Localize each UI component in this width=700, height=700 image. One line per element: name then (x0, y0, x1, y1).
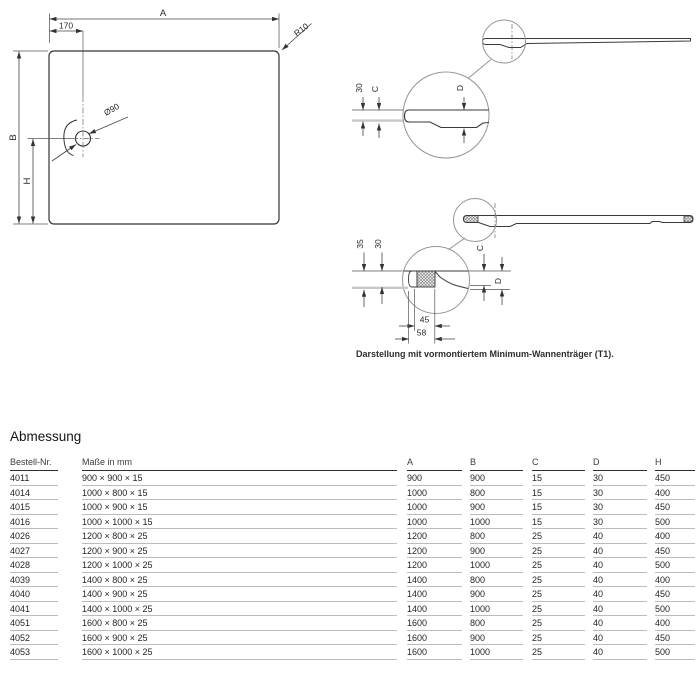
table-header-row (10, 455, 695, 471)
table-row (10, 573, 695, 588)
table-row (10, 529, 695, 544)
table-row (10, 471, 695, 486)
cell-dimensions: 1200 × 800 × 25 (82, 529, 397, 544)
section-carrier (352, 199, 693, 344)
dim-label-a: A (159, 8, 167, 19)
cell-h: 450 (655, 587, 695, 602)
cell-a: 1200 (407, 558, 462, 573)
cell-dimensions: 1400 × 900 × 25 (82, 587, 397, 602)
cell-dimensions: 1000 × 900 × 15 (82, 500, 397, 515)
cell-d: 30 (593, 471, 647, 486)
cell-c: 25 (532, 602, 585, 617)
cell-order-number: 4015 (10, 500, 58, 515)
cell-dimensions: 1200 × 1000 × 25 (82, 558, 397, 573)
table-row (10, 544, 695, 559)
table-row (10, 602, 695, 617)
cell-h: 450 (655, 500, 695, 515)
cell-c: 25 (532, 558, 585, 573)
cell-h: 400 (655, 573, 695, 588)
cell-d: 40 (593, 602, 647, 617)
cell-dimensions: 1600 × 800 × 25 (82, 616, 397, 631)
column-header-b: B (470, 455, 523, 471)
column-header-dimensions: Maße in mm (82, 455, 397, 471)
cell-h: 500 (655, 558, 695, 573)
cell-h: 400 (655, 616, 695, 631)
cell-c: 25 (532, 544, 585, 559)
cell-a: 1600 (407, 631, 462, 646)
cell-a: 1400 (407, 573, 462, 588)
detail-view-circle-2 (403, 247, 470, 314)
cell-a: 1200 (407, 529, 462, 544)
dim-label-170: 170 (58, 20, 74, 31)
cell-dimensions: 1400 × 800 × 25 (82, 573, 397, 588)
detail-view-circle (403, 72, 489, 158)
cell-d: 30 (593, 515, 647, 530)
cell-h: 500 (655, 602, 695, 617)
cell-order-number: 4016 (10, 515, 58, 530)
cell-h: 400 (655, 529, 695, 544)
dim-label-h: H (22, 177, 33, 185)
carrier-block-detail (417, 271, 435, 287)
cell-h: 400 (655, 486, 695, 501)
cell-h: 500 (655, 645, 695, 660)
table-row (10, 631, 695, 646)
cell-dimensions: 1000 × 800 × 15 (82, 486, 397, 501)
tray-profile (483, 39, 691, 48)
cell-c: 25 (532, 529, 585, 544)
cell-h: 450 (655, 631, 695, 646)
cell-b: 900 (470, 587, 523, 602)
cell-b: 1000 (470, 558, 523, 573)
cell-d: 40 (593, 558, 647, 573)
table-body (10, 471, 695, 660)
cell-a: 1000 (407, 486, 462, 501)
dim-label-30: 30 (354, 83, 364, 93)
dim-label-b: B (8, 134, 19, 141)
cell-order-number: 4040 (10, 587, 58, 602)
cell-c: 15 (532, 471, 585, 486)
cell-d: 40 (593, 645, 647, 660)
cell-d: 40 (593, 573, 647, 588)
cell-b: 900 (470, 500, 523, 515)
cell-a: 1200 (407, 544, 462, 559)
cell-a: 900 (407, 471, 462, 486)
cell-order-number: 4053 (10, 645, 58, 660)
cell-dimensions: 1600 × 1000 × 25 (82, 645, 397, 660)
cell-b: 800 (470, 486, 523, 501)
tray-carrier-profile (464, 216, 694, 227)
cell-order-number: 4051 (10, 616, 58, 631)
cell-b: 900 (470, 471, 523, 486)
cell-h: 450 (655, 471, 695, 486)
table-row (10, 515, 695, 530)
column-header-order-number: Bestell-Nr. (10, 455, 58, 471)
cell-d: 40 (593, 616, 647, 631)
cell-d: 40 (593, 631, 647, 646)
column-header-d: D (593, 455, 647, 471)
table-row (10, 645, 695, 660)
cell-b: 800 (470, 573, 523, 588)
cell-a: 1400 (407, 587, 462, 602)
carrier-block-left (464, 216, 479, 223)
dim-label-diameter: Ø90 (102, 101, 121, 118)
cell-dimensions: 900 × 900 × 15 (82, 471, 397, 486)
table-row (10, 486, 695, 501)
dimensions-table (10, 455, 695, 660)
cell-order-number: 4028 (10, 558, 58, 573)
cell-dimensions: 1600 × 900 × 25 (82, 631, 397, 646)
cell-b: 900 (470, 544, 523, 559)
cell-c: 15 (532, 515, 585, 530)
dim-label-c-carrier: C (475, 244, 485, 252)
dim-label-35: 35 (355, 239, 365, 249)
cell-a: 1000 (407, 515, 462, 530)
cell-order-number: 4014 (10, 486, 58, 501)
plan-view (8, 8, 312, 224)
dim-label-d: D (455, 84, 465, 92)
cell-a: 1000 (407, 500, 462, 515)
cell-dimensions: 1000 × 1000 × 15 (82, 515, 397, 530)
cell-a: 1600 (407, 645, 462, 660)
cell-order-number: 4041 (10, 602, 58, 617)
tray-outline (49, 51, 279, 224)
dim-label-c: C (370, 85, 380, 93)
cell-c: 25 (532, 645, 585, 660)
cell-c: 15 (532, 500, 585, 515)
cell-a: 1400 (407, 602, 462, 617)
cell-b: 1000 (470, 602, 523, 617)
drawing-caption: Darstellung mit vormontiertem Minimum-Wannenträger (T1). (356, 349, 614, 359)
cell-order-number: 4011 (10, 471, 58, 486)
cell-b: 1000 (470, 515, 523, 530)
column-header-a: A (407, 455, 462, 471)
cell-c: 25 (532, 573, 585, 588)
table-row (10, 500, 695, 515)
dim-label-radius: R10 (291, 20, 311, 39)
column-header-h: H (655, 455, 695, 471)
cell-dimensions: 1200 × 900 × 25 (82, 544, 397, 559)
section-tray (352, 20, 691, 158)
cell-dimensions: 1400 × 1000 × 25 (82, 602, 397, 617)
cell-a: 1600 (407, 616, 462, 631)
carrier-block-right (684, 216, 693, 222)
cell-d: 30 (593, 500, 647, 515)
cell-order-number: 4026 (10, 529, 58, 544)
cell-order-number: 4027 (10, 544, 58, 559)
dim-label-58: 58 (416, 327, 427, 338)
column-header-c: C (532, 455, 585, 471)
cell-b: 1000 (470, 645, 523, 660)
table-row (10, 558, 695, 573)
cell-c: 15 (532, 486, 585, 501)
cell-d: 40 (593, 529, 647, 544)
cell-c: 25 (532, 631, 585, 646)
dim-label-d-carrier: D (493, 277, 503, 285)
dim-label-45: 45 (419, 314, 430, 325)
cell-order-number: 4052 (10, 631, 58, 646)
cell-order-number: 4039 (10, 573, 58, 588)
table-row (10, 587, 695, 602)
cell-h: 500 (655, 515, 695, 530)
cell-b: 900 (470, 631, 523, 646)
cell-c: 25 (532, 587, 585, 602)
cell-d: 40 (593, 544, 647, 559)
table-title: Abmessung (10, 429, 82, 444)
cell-d: 40 (593, 587, 647, 602)
cell-b: 800 (470, 616, 523, 631)
cell-c: 25 (532, 616, 585, 631)
cell-b: 800 (470, 529, 523, 544)
technical-drawings (0, 0, 700, 348)
table-row (10, 616, 695, 631)
cell-d: 30 (593, 486, 647, 501)
dim-label-30-carrier: 30 (373, 239, 383, 249)
cell-h: 450 (655, 544, 695, 559)
